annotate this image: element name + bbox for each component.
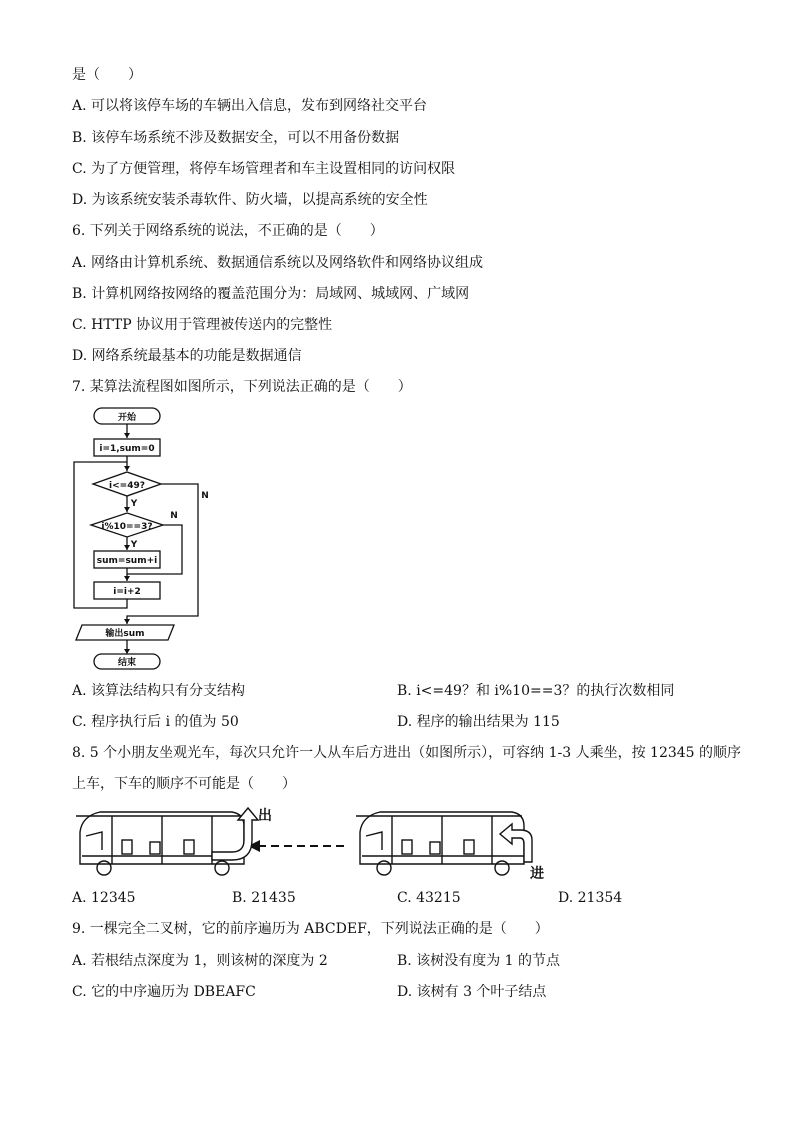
q7-option-d: D. 程序的输出结果为 115 <box>397 714 560 730</box>
exit-label: 出 <box>258 808 272 824</box>
q8-stem-line2: 上车，下车的顺序不可能是（ ） <box>72 776 296 792</box>
q7-flowchart <box>68 402 218 670</box>
q5-stem-tail: 是（ ） <box>72 67 142 83</box>
bus-right <box>356 812 524 875</box>
q6-stem: 6. 下列关于网络系统的说法，不正确的是（ ） <box>72 223 384 239</box>
q9-stem: 9. 一棵完全二叉树，它的前序遍历为 ABCDEF，下列说法正确的是（ ） <box>72 921 549 937</box>
flowchart-sum-label: sum=sum+i <box>96 556 158 566</box>
flowchart-no-2: N <box>170 511 178 521</box>
q7-stem: 7. 某算法流程图如图所示，下列说法正确的是（ ） <box>72 379 412 395</box>
q5-option-c: C. 为了方便管理，将停车场管理者和车主设置相同的访问权限 <box>72 161 456 177</box>
q5-option-a: A. 可以将该停车场的车辆出入信息，发布到网络社交平台 <box>72 98 428 114</box>
q8-option-a: A. 12345 <box>72 890 136 906</box>
q7-option-a: A. 该算法结构只有分支结构 <box>72 683 246 699</box>
q5-option-d: D. 为该系统安装杀毒软件、防火墙，以提高系统的安全性 <box>72 192 428 208</box>
q8-option-b: B. 21435 <box>232 890 296 906</box>
flowchart-end-label: 结束 <box>117 658 137 668</box>
flowchart-yes-1: Y <box>130 499 138 509</box>
q6-option-c: C. HTTP 协议用于管理被传送内的完整性 <box>72 317 333 333</box>
q8-stem-line1: 8. 5 个小朋友坐观光车，每次只允许一人从车后方进出（如图所示），可容纳 1-3 人乘坐，按 12345 的顺序 <box>72 745 742 761</box>
flowchart-no-1: N <box>201 491 209 501</box>
flowchart-yes-2: Y <box>130 540 138 550</box>
flowchart-output-label: 输出sum <box>105 629 145 639</box>
q5-option-b: B. 该停车场系统不涉及数据安全，可以不用备份数据 <box>72 130 400 146</box>
q9-option-a: A. 若根结点深度为 1，则该树的深度为 2 <box>72 953 328 969</box>
bus-left <box>76 812 244 875</box>
q8-bus-illustration <box>72 802 552 882</box>
flowchart-cond2-label: i%10==3? <box>101 522 153 532</box>
q6-option-a: A. 网络由计算机系统、数据通信系统以及网络软件和网络协议组成 <box>72 255 484 271</box>
q9-option-b: B. 该树没有度为 1 的节点 <box>397 953 560 969</box>
flowchart-start-label: 开始 <box>117 413 137 423</box>
entry-label: 进 <box>530 866 544 882</box>
q6-option-b: B. 计算机网络按网络的覆盖范围分为：局域网、城域网、广域网 <box>72 286 470 302</box>
flowchart-init-label: i=1,sum=0 <box>99 444 155 454</box>
flowchart-step-label: i=i+2 <box>113 587 141 597</box>
q6-option-d: D. 网络系统最基本的功能是数据通信 <box>72 348 302 364</box>
q8-option-c: C. 43215 <box>397 890 461 906</box>
q7-option-c: C. 程序执行后 i 的值为 50 <box>72 714 239 730</box>
q8-option-d: D. 21354 <box>558 890 623 906</box>
q9-option-d: D. 该树有 3 个叶子结点 <box>397 984 547 1000</box>
flowchart-cond1-label: i<=49? <box>109 481 145 491</box>
q7-option-b: B. i<=49？和 i%10==3？的执行次数相同 <box>397 683 675 699</box>
q9-option-c: C. 它的中序遍历为 DBEAFC <box>72 984 256 1000</box>
